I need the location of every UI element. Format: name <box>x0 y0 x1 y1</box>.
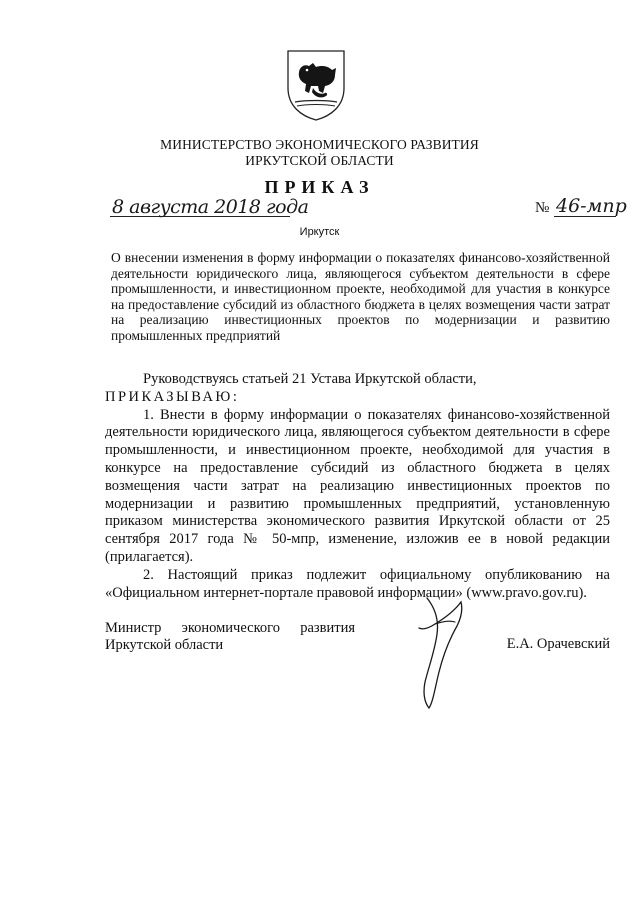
order-item-1: 1. Внести в форму информации о показателях финансово-хозяйственной деятельности юридического лица, являющегося субъектом деятельности в сфере промышленности, и инвестиционном проекте, необходимой для участия в конкурсе на предоставление субсидий из областного бюджета в целях возмещения части затрат на реализацию инвестиционных проектов по модернизации и развитию промышленных предприятий, установленную приказом министерства экономического развития Иркутской области от 25 сентября 2017 года № 50-мпр, изменение, изложив ее в новой редакции (прилагается). <box>105 406 610 565</box>
handwritten-signature-icon <box>405 594 485 712</box>
signature-block <box>105 620 610 720</box>
coat-of-arms-icon <box>285 48 347 122</box>
order-body <box>105 371 610 602</box>
order-word: ПРИКАЗЫВАЮ: <box>105 388 240 405</box>
order-date-handwritten: 8 августа 2018 года <box>112 196 309 218</box>
signatory-name: Е.А. Орачевский <box>506 636 610 652</box>
order-number-label: № <box>535 200 550 216</box>
preamble: Руководствуясь статьей 21 Устава Иркутской области, <box>143 371 477 387</box>
order-item-2: 2. Настоящий приказ подлежит официальному опубликованию на «Официальном интернет-портале правовой информации» (www.pravo.gov.ru). <box>105 566 610 601</box>
order-title: ПРИКАЗ <box>264 177 375 197</box>
signatory-title-line2: Иркутской области <box>105 637 224 653</box>
signatory-title <box>105 620 355 654</box>
city-name: Иркутск <box>299 226 340 238</box>
order-number-handwritten: 46-мпр <box>556 195 627 217</box>
signatory-title-line1: Министр экономического развития <box>105 620 355 636</box>
ministry-name-line1: МИНИСТЕРСТВО ЭКОНОМИЧЕСКОГО РАЗВИТИЯ <box>160 137 479 152</box>
ministry-name-line2: ИРКУТСКОЙ ОБЛАСТИ <box>245 153 394 168</box>
order-subject: О внесении изменения в форму информации о показателях финансово-хозяйственной деятельности юридического лица, являющегося субъектом деятельности в сфере промышленности, и инвестиционном проекте, необходимой для участия в конкурсе на предоставление субсидий из областного бюджета в целях возмещения части затрат на реализацию инвестиционных проектов по модернизации и развитию промышленных предприятий <box>111 250 610 343</box>
